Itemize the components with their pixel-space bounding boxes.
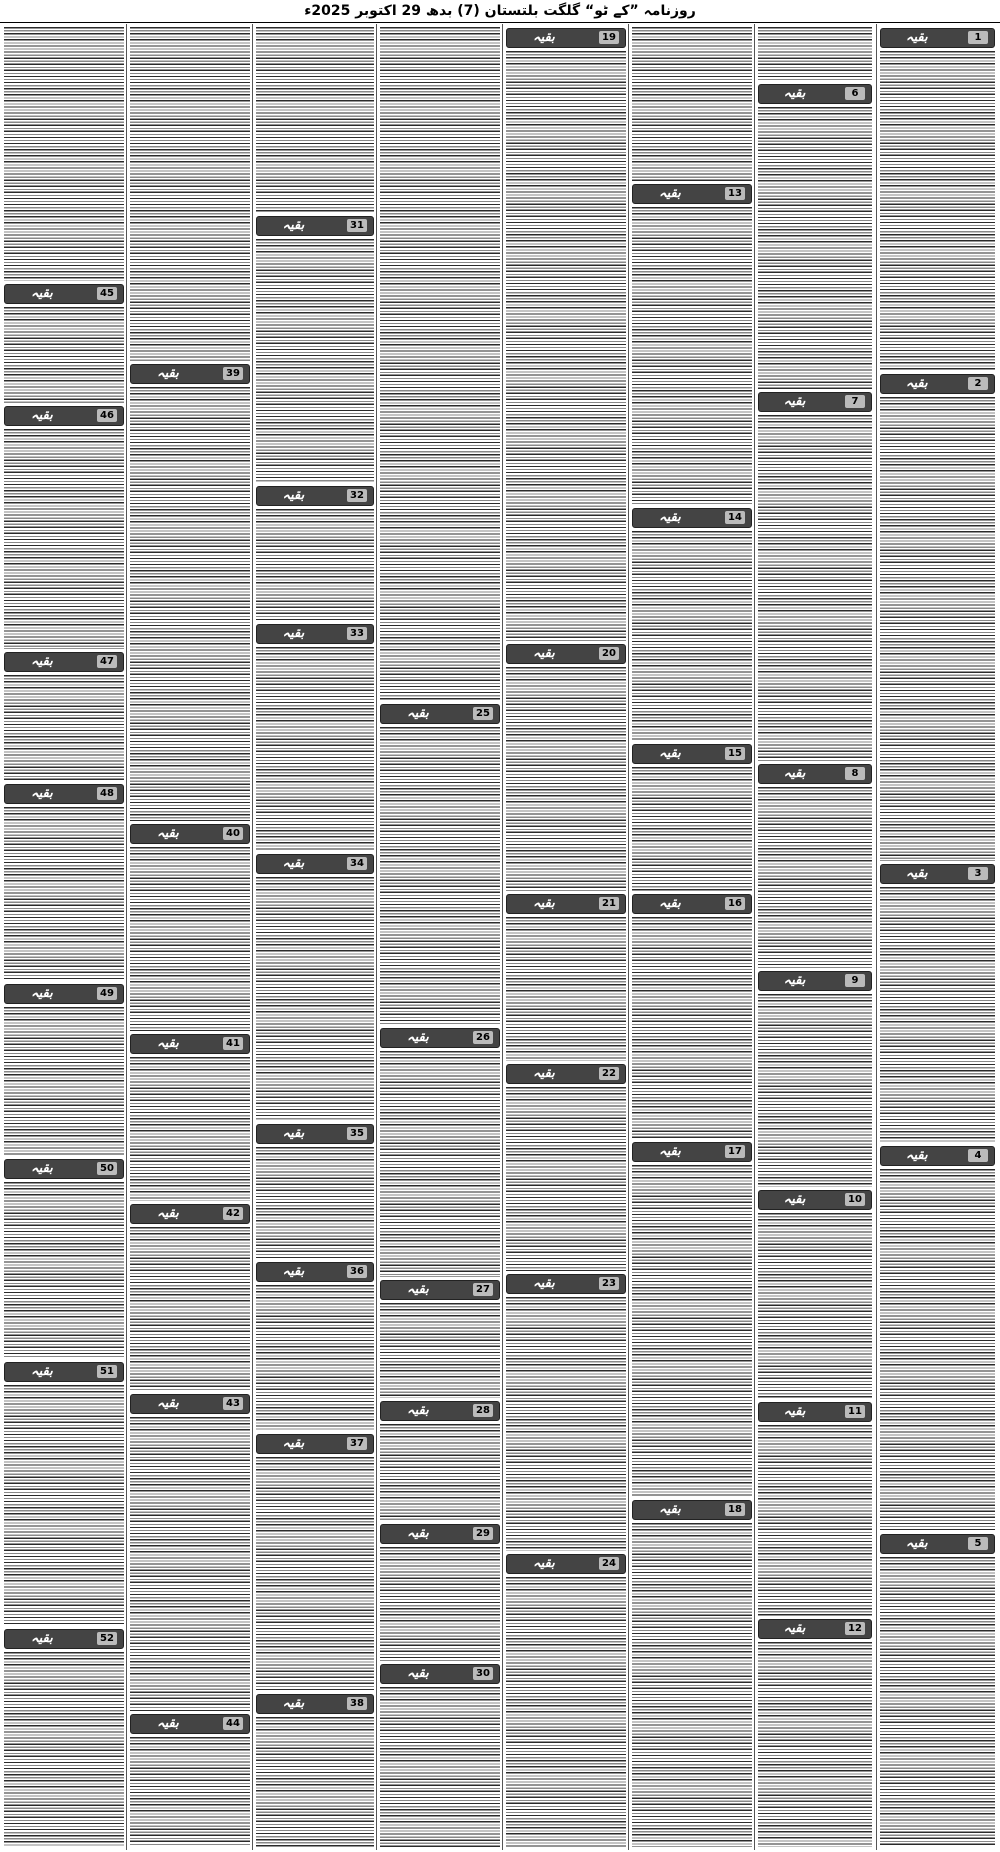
continuation-box (506, 1554, 626, 1574)
continuation-box (4, 784, 124, 804)
continuation-number: 2 (968, 377, 988, 390)
text-block (758, 1213, 872, 1399)
column-rule (502, 24, 503, 1850)
continuation-box (506, 1274, 626, 1294)
continuation-label: بقیہ (783, 86, 806, 101)
column-rule (754, 24, 755, 1850)
continuation-label: بقیہ (783, 1621, 806, 1636)
continuation-label: بقیہ (282, 1126, 305, 1141)
continuation-number: 23 (599, 1277, 619, 1290)
continuation-number: 24 (599, 1557, 619, 1570)
text-block (256, 647, 374, 851)
continuation-number: 31 (347, 219, 367, 232)
text-block (632, 27, 752, 181)
continuation-box (256, 486, 374, 506)
page-header (0, 0, 1000, 23)
text-block (256, 27, 374, 213)
continuation-number: 35 (347, 1127, 367, 1140)
continuation-box (256, 1434, 374, 1454)
continuation-number: 45 (97, 287, 117, 300)
text-block (632, 917, 752, 1139)
text-block (758, 1642, 872, 1847)
text-block (256, 1147, 374, 1259)
continuation-number: 47 (97, 655, 117, 668)
continuation-box (880, 1146, 995, 1166)
continuation-label: بقیہ (783, 1404, 806, 1419)
text-block (256, 509, 374, 621)
continuation-box (632, 1142, 752, 1162)
continuation-box (380, 1524, 500, 1544)
continuation-number: 19 (599, 31, 619, 44)
continuation-box (380, 704, 500, 724)
continuation-box (632, 508, 752, 528)
text-block (380, 27, 500, 701)
continuation-box (880, 864, 995, 884)
continuation-label: بقیہ (282, 856, 305, 871)
continuation-number: 25 (473, 707, 493, 720)
continuation-number: 21 (599, 897, 619, 910)
continuation-label: بقیہ (282, 218, 305, 233)
continuation-number: 10 (845, 1193, 865, 1206)
continuation-box (4, 1629, 124, 1649)
continuation-label: بقیہ (905, 376, 928, 391)
text-block (880, 51, 995, 371)
text-block (506, 667, 626, 891)
text-block (130, 847, 250, 1031)
continuation-number: 29 (473, 1527, 493, 1540)
continuation-box (380, 1401, 500, 1421)
continuation-label: بقیہ (156, 1716, 179, 1731)
text-block (4, 1652, 124, 1847)
continuation-label: بقیہ (282, 1264, 305, 1279)
continuation-label: بقیہ (532, 1556, 555, 1571)
continuation-number: 50 (97, 1162, 117, 1175)
continuation-box (758, 1619, 872, 1639)
continuation-label: بقیہ (282, 1696, 305, 1711)
news-column-3 (632, 24, 752, 1850)
text-block (506, 917, 626, 1061)
continuation-number: 5 (968, 1537, 988, 1550)
text-block (130, 1057, 250, 1201)
continuation-box (758, 84, 872, 104)
continuation-number: 41 (223, 1037, 243, 1050)
newspaper-title: روزنامہ ”کے ٹو“ گلگت بلتستان (7) بدھ 29 اکتوبر 2025ء (304, 3, 696, 19)
continuation-label: بقیہ (532, 896, 555, 911)
text-block (4, 1007, 124, 1156)
text-block (4, 307, 124, 403)
continuation-box (380, 1028, 500, 1048)
continuation-label: بقیہ (532, 30, 555, 45)
continuation-box (130, 1394, 250, 1414)
continuation-box (4, 1159, 124, 1179)
text-block (4, 1182, 124, 1359)
continuation-label: بقیہ (156, 826, 179, 841)
continuation-number: 38 (347, 1697, 367, 1710)
continuation-number: 26 (473, 1031, 493, 1044)
continuation-label: بقیہ (783, 766, 806, 781)
news-column-2 (758, 24, 872, 1850)
continuation-number: 9 (845, 974, 865, 987)
text-block (506, 1297, 626, 1551)
continuation-label: بقیہ (658, 896, 681, 911)
continuation-number: 3 (968, 867, 988, 880)
text-block (380, 1051, 500, 1277)
continuation-number: 1 (968, 31, 988, 44)
continuation-box (632, 894, 752, 914)
text-block (758, 27, 872, 81)
continuation-number: 16 (725, 897, 745, 910)
text-block (632, 767, 752, 891)
continuation-label: بقیہ (658, 746, 681, 761)
text-block (758, 415, 872, 761)
news-column-8 (4, 24, 124, 1850)
text-block (130, 1417, 250, 1711)
continuation-box (380, 1280, 500, 1300)
continuation-label: بقیہ (30, 1364, 53, 1379)
continuation-box (380, 1664, 500, 1684)
text-block (130, 387, 250, 821)
continuation-label: بقیہ (783, 1192, 806, 1207)
continuation-box (506, 894, 626, 914)
text-block (256, 1285, 374, 1431)
text-block (758, 107, 872, 389)
text-block (4, 27, 124, 281)
text-block (632, 1165, 752, 1497)
text-block (380, 1547, 500, 1661)
continuation-label: بقیہ (30, 1161, 53, 1176)
continuation-box (256, 1262, 374, 1282)
continuation-number: 7 (845, 395, 865, 408)
continuation-label: بقیہ (905, 30, 928, 45)
continuation-box (506, 28, 626, 48)
continuation-number: 8 (845, 767, 865, 780)
text-block (4, 675, 124, 781)
continuation-number: 40 (223, 827, 243, 840)
continuation-label: بقیہ (30, 286, 53, 301)
continuation-label: بقیہ (658, 1502, 681, 1517)
text-block (130, 27, 250, 361)
news-column-5 (380, 24, 500, 1850)
text-block (380, 1303, 500, 1398)
continuation-label: بقیہ (30, 1631, 53, 1646)
column-rule (126, 24, 127, 1850)
continuation-label: بقیہ (156, 1396, 179, 1411)
continuation-box (130, 824, 250, 844)
continuation-label: بقیہ (406, 1030, 429, 1045)
continuation-number: 11 (845, 1405, 865, 1418)
continuation-number: 4 (968, 1149, 988, 1162)
text-block (632, 1523, 752, 1847)
continuation-label: بقیہ (406, 1282, 429, 1297)
text-block (4, 429, 124, 649)
continuation-number: 18 (725, 1503, 745, 1516)
continuation-label: بقیہ (156, 366, 179, 381)
continuation-box (4, 984, 124, 1004)
continuation-label: بقیہ (783, 394, 806, 409)
continuation-label: بقیہ (30, 408, 53, 423)
continuation-number: 51 (97, 1365, 117, 1378)
continuation-number: 49 (97, 987, 117, 1000)
text-block (380, 1687, 500, 1847)
continuation-number: 39 (223, 367, 243, 380)
continuation-number: 32 (347, 489, 367, 502)
continuation-box (4, 284, 124, 304)
continuation-number: 37 (347, 1437, 367, 1450)
continuation-label: بقیہ (406, 706, 429, 721)
text-block (880, 887, 995, 1143)
continuation-label: بقیہ (156, 1206, 179, 1221)
continuation-box (256, 854, 374, 874)
continuation-box (130, 1034, 250, 1054)
continuation-box (632, 744, 752, 764)
continuation-box (256, 216, 374, 236)
text-block (758, 994, 872, 1187)
continuation-box (758, 764, 872, 784)
continuation-label: بقیہ (658, 510, 681, 525)
continuation-number: 52 (97, 1632, 117, 1645)
continuation-box (130, 1714, 250, 1734)
continuation-label: بقیہ (282, 1436, 305, 1451)
continuation-number: 17 (725, 1145, 745, 1158)
continuation-number: 27 (473, 1283, 493, 1296)
text-block (130, 1737, 250, 1847)
continuation-number: 28 (473, 1404, 493, 1417)
continuation-box (256, 1694, 374, 1714)
continuation-label: بقیہ (30, 986, 53, 1001)
continuation-box (4, 652, 124, 672)
continuation-box (130, 1204, 250, 1224)
text-block (256, 1717, 374, 1847)
continuation-box (506, 644, 626, 664)
text-block (880, 397, 995, 861)
continuation-box (758, 1402, 872, 1422)
continuation-box (130, 364, 250, 384)
continuation-number: 43 (223, 1397, 243, 1410)
continuation-label: بقیہ (282, 488, 305, 503)
continuation-number: 6 (845, 87, 865, 100)
text-block (632, 207, 752, 505)
continuation-box (758, 1190, 872, 1210)
continuation-number: 33 (347, 627, 367, 640)
continuation-label: بقیہ (905, 866, 928, 881)
column-rule (628, 24, 629, 1850)
text-block (632, 531, 752, 741)
news-columns (0, 24, 1000, 1850)
continuation-number: 34 (347, 857, 367, 870)
continuation-number: 36 (347, 1265, 367, 1278)
text-block (880, 1557, 995, 1847)
continuation-box (880, 28, 995, 48)
continuation-box (506, 1064, 626, 1084)
text-block (4, 1385, 124, 1626)
continuation-label: بقیہ (658, 1144, 681, 1159)
continuation-label: بقیہ (532, 1276, 555, 1291)
text-block (506, 51, 626, 641)
continuation-label: بقیہ (406, 1526, 429, 1541)
continuation-label: بقیہ (783, 973, 806, 988)
text-block (380, 1424, 500, 1521)
column-rule (876, 24, 877, 1850)
continuation-number: 15 (725, 747, 745, 760)
continuation-box (4, 406, 124, 426)
continuation-label: بقیہ (658, 186, 681, 201)
continuation-box (758, 971, 872, 991)
text-block (256, 239, 374, 483)
continuation-box (256, 624, 374, 644)
continuation-label: بقیہ (905, 1148, 928, 1163)
text-block (380, 727, 500, 1025)
continuation-number: 20 (599, 647, 619, 660)
continuation-box (4, 1362, 124, 1382)
continuation-box (632, 1500, 752, 1520)
column-rule (376, 24, 377, 1850)
news-column-1 (880, 24, 995, 1850)
text-block (880, 1169, 995, 1531)
continuation-box (880, 374, 995, 394)
continuation-box (880, 1534, 995, 1554)
continuation-number: 12 (845, 1622, 865, 1635)
text-block (130, 1227, 250, 1391)
news-column-4 (506, 24, 626, 1850)
text-block (256, 877, 374, 1121)
continuation-label: بقیہ (30, 654, 53, 669)
continuation-label: بقیہ (905, 1536, 928, 1551)
continuation-label: بقیہ (406, 1666, 429, 1681)
continuation-number: 14 (725, 511, 745, 524)
continuation-label: بقیہ (156, 1036, 179, 1051)
continuation-label: بقیہ (406, 1403, 429, 1418)
continuation-label: بقیہ (282, 626, 305, 641)
continuation-label: بقیہ (532, 1066, 555, 1081)
continuation-number: 48 (97, 787, 117, 800)
continuation-number: 13 (725, 187, 745, 200)
continuation-box (758, 392, 872, 412)
news-column-6 (256, 24, 374, 1850)
text-block (758, 1425, 872, 1616)
continuation-label: بقیہ (30, 786, 53, 801)
continuation-label: بقیہ (532, 646, 555, 661)
text-block (506, 1087, 626, 1271)
continuation-number: 30 (473, 1667, 493, 1680)
continuation-number: 22 (599, 1067, 619, 1080)
continuation-number: 44 (223, 1717, 243, 1730)
continuation-box (256, 1124, 374, 1144)
column-rule (252, 24, 253, 1850)
news-column-7 (130, 24, 250, 1850)
text-block (256, 1457, 374, 1691)
continuation-number: 42 (223, 1207, 243, 1220)
continuation-number: 46 (97, 409, 117, 422)
continuation-box (632, 184, 752, 204)
text-block (758, 787, 872, 968)
text-block (506, 1577, 626, 1847)
text-block (4, 807, 124, 981)
